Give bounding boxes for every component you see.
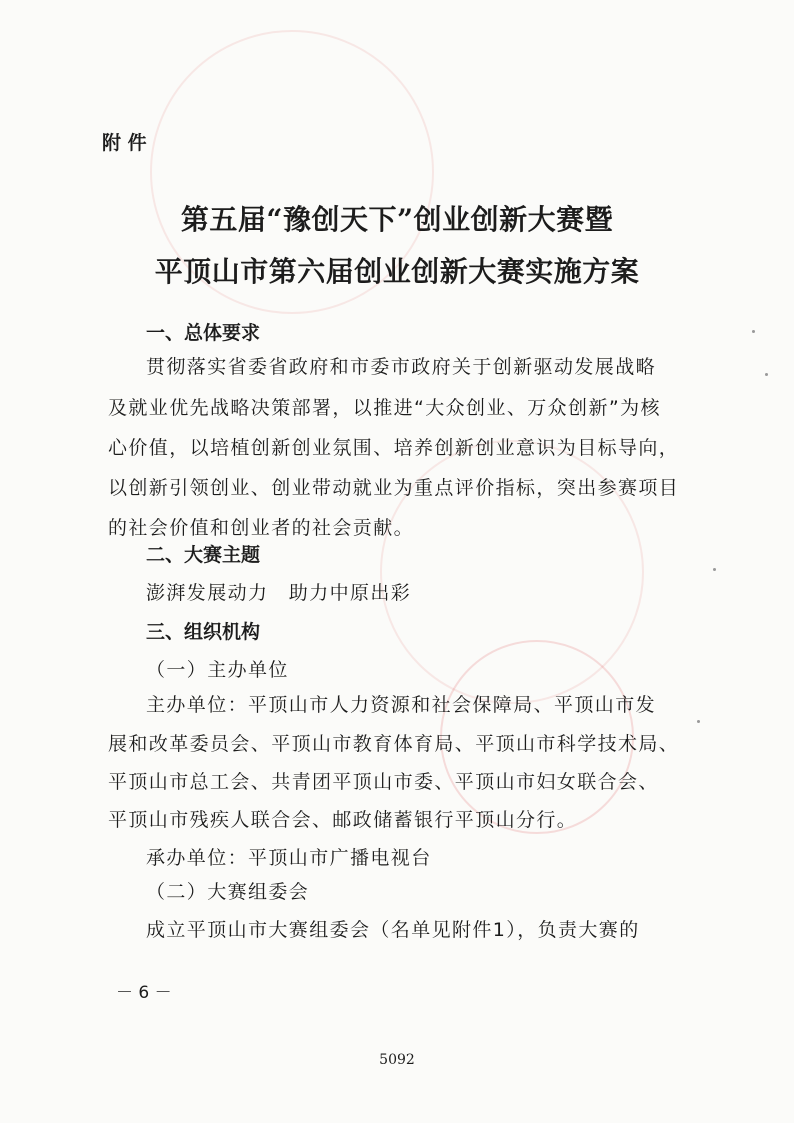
scan-speck bbox=[713, 568, 716, 571]
section-heading-organization: 三、组织机构 bbox=[146, 621, 261, 643]
scan-speck bbox=[752, 330, 755, 333]
subsection-heading-committee: （二）大赛组委会 bbox=[146, 881, 310, 903]
page-number: － 6 － bbox=[116, 983, 172, 1003]
paragraph-line: 贯彻落实省委省政府和市委市政府关于创新驱动发展战略 bbox=[146, 356, 657, 378]
paragraph-line: 成立平顶山市大赛组委会（名单见附件1），负责大赛的 bbox=[146, 919, 640, 941]
paragraph-line: 主办单位：平顶山市人力资源和社会保障局、平顶山市发 bbox=[146, 694, 657, 716]
paragraph-line: 以创新引领创业、创业带动就业为重点评价指标，突出参赛项目 bbox=[108, 477, 680, 499]
paragraph-line: 及就业优先战略决策部署，以推进“大众创业、万众创新”为核 bbox=[108, 397, 661, 419]
paragraph-line: 心价值，以培植创新创业氛围、培养创新创业意识为目标导向， bbox=[108, 437, 680, 459]
subsection-heading-host: （一）主办单位 bbox=[146, 659, 289, 681]
attachment-label: 附 件 bbox=[102, 132, 147, 154]
paragraph-line: 展和改革委员会、平顶山市教育体育局、平顶山市科学技术局、 bbox=[108, 733, 680, 755]
document-title-line-2: 平顶山市第六届创业创新大赛实施方案 bbox=[154, 255, 640, 288]
document-title-line-1: 第五届“豫创天下”创业创新大赛暨 bbox=[180, 203, 614, 236]
paragraph-line: 平顶山市残疾人联合会、邮政储蓄银行平顶山分行。 bbox=[108, 809, 578, 831]
paragraph-line: 平顶山市总工会、共青团平顶山市委、平顶山市妇女联合会、 bbox=[108, 771, 659, 793]
scan-speck bbox=[697, 720, 700, 723]
section-heading-theme: 二、大赛主题 bbox=[146, 544, 261, 566]
organizer-line: 承办单位：平顶山市广播电视台 bbox=[146, 847, 432, 869]
scan-number: 5092 bbox=[379, 1052, 415, 1068]
theme-text: 澎湃发展动力 助力中原出彩 bbox=[146, 582, 412, 604]
paragraph-line: 的社会价值和创业者的社会贡献。 bbox=[108, 517, 415, 539]
scan-speck bbox=[765, 373, 768, 376]
section-heading-overall-requirements: 一、总体要求 bbox=[146, 322, 261, 344]
